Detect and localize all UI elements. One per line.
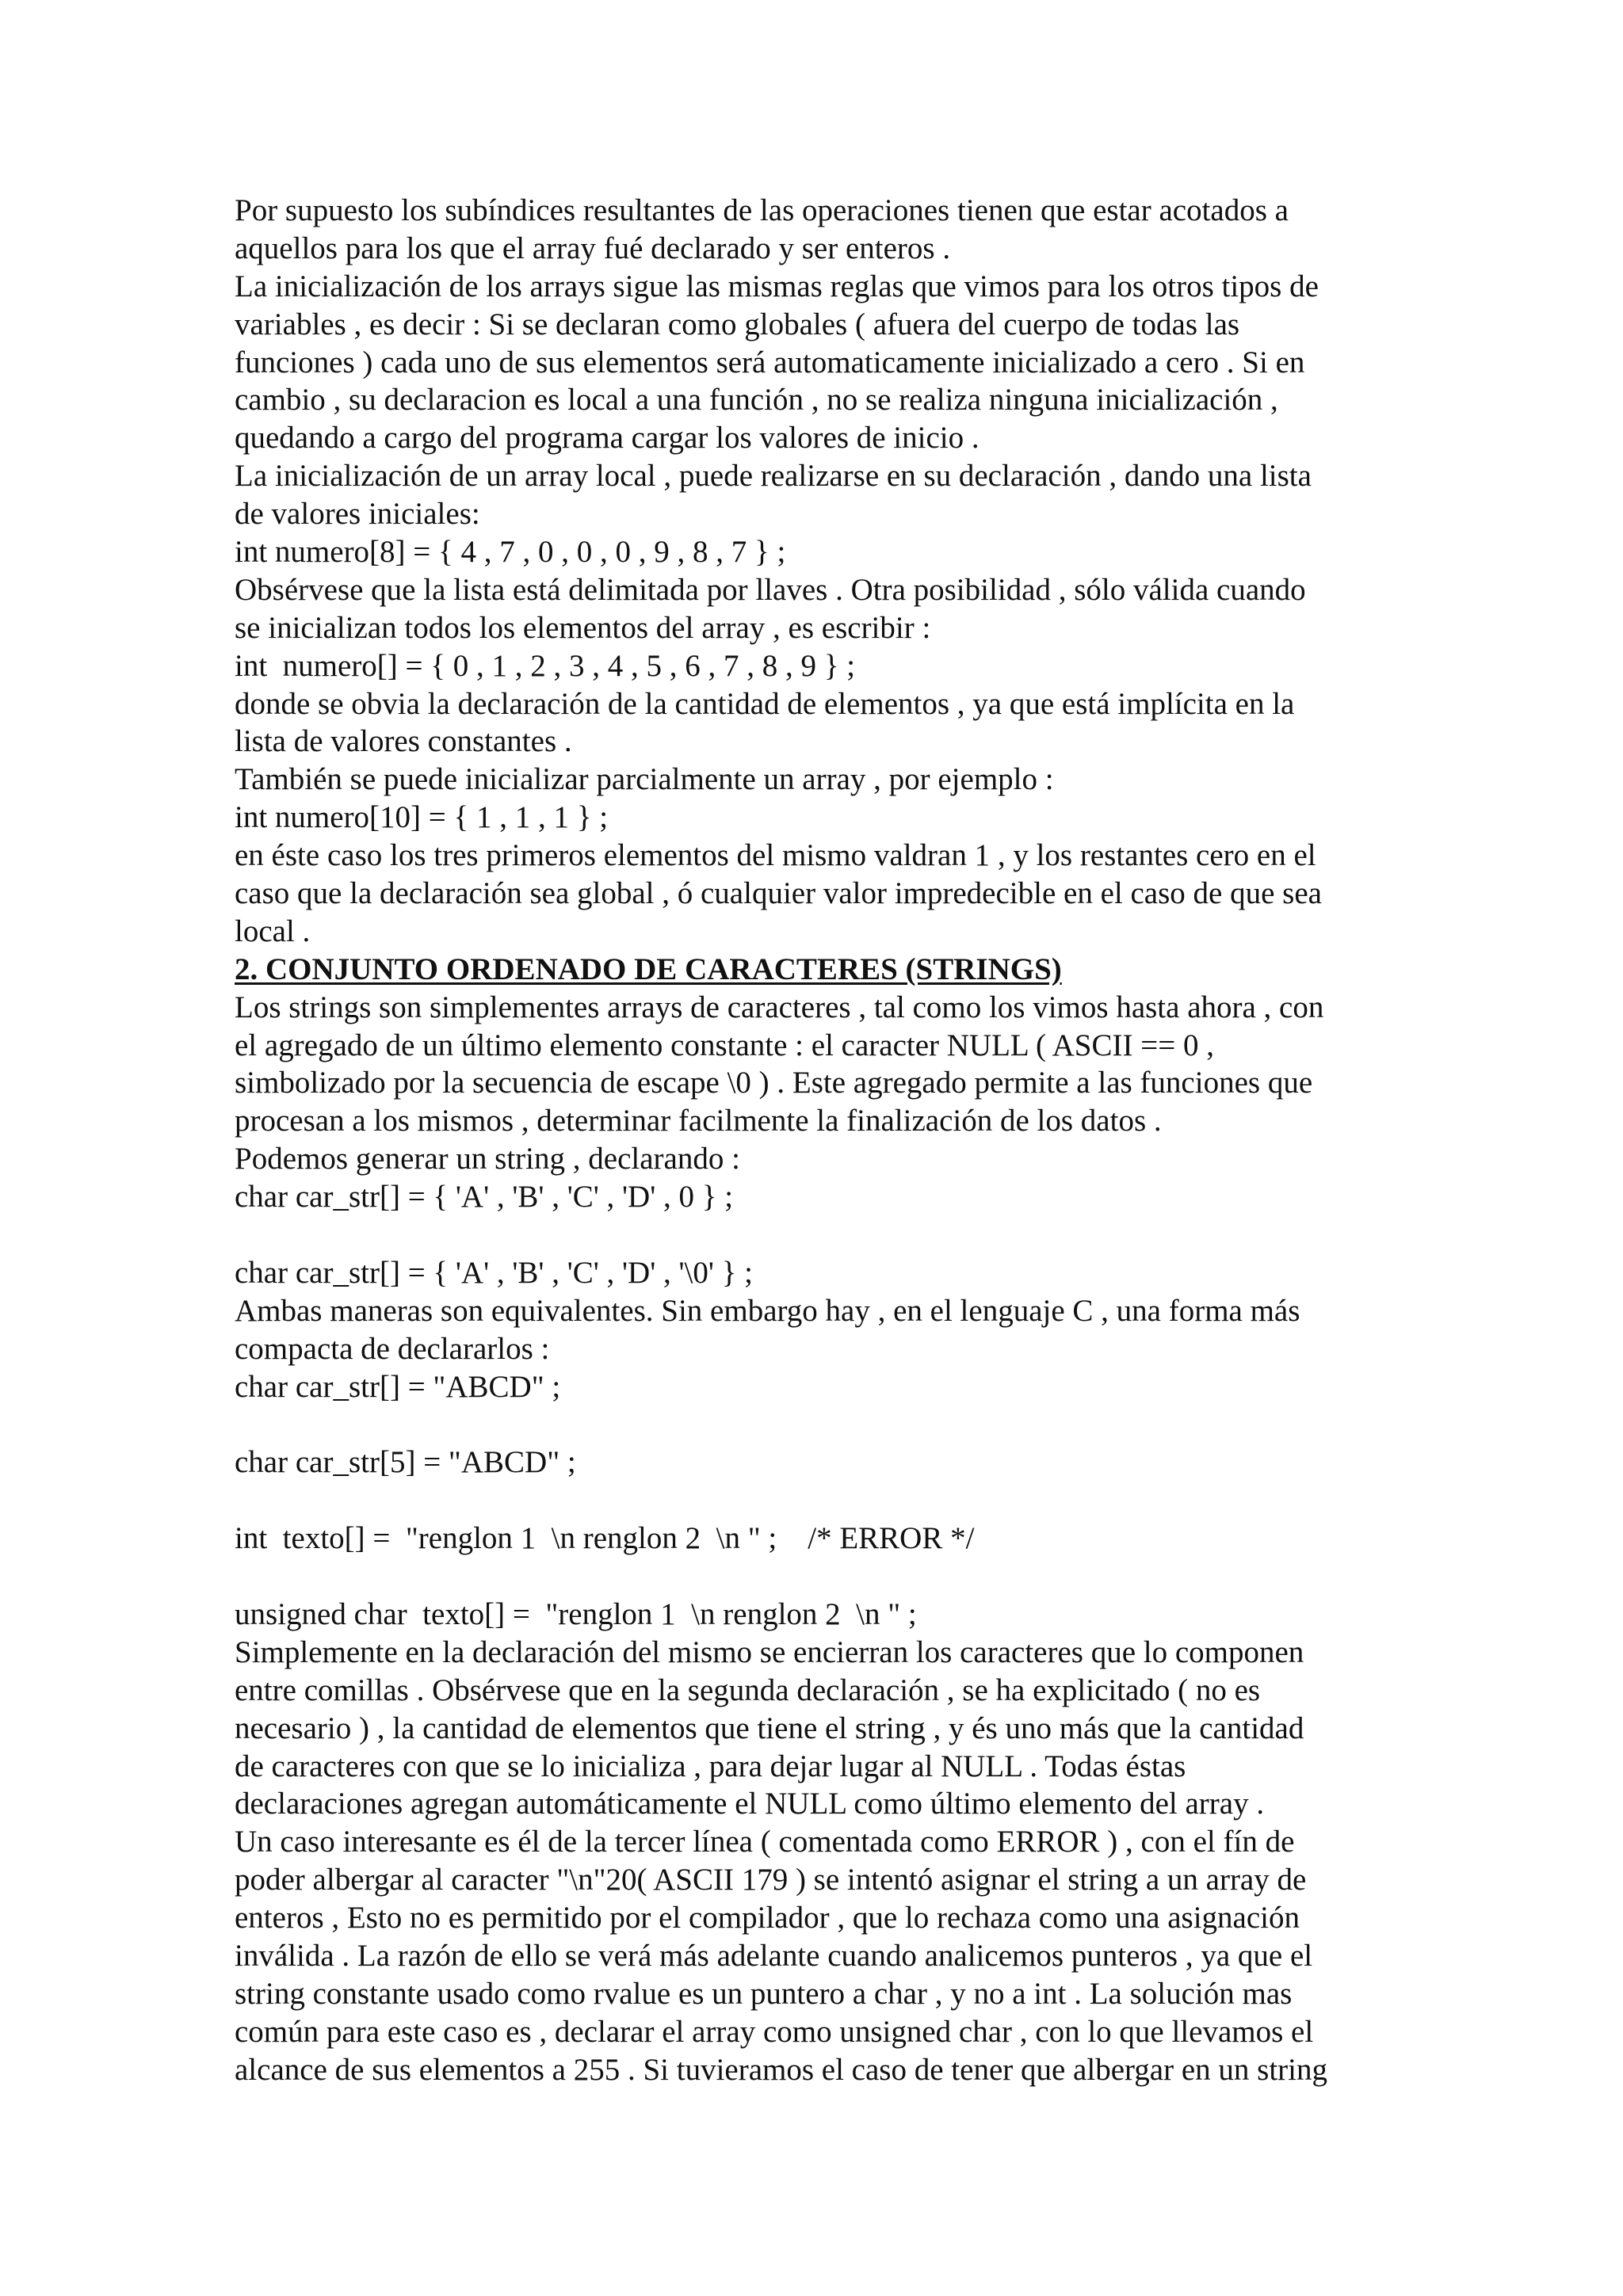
text-line: Obsérvese que la lista está delimitada por llaves . Otra posibilidad , sólo válida cuando <box>235 572 1306 607</box>
document-body <box>235 192 1423 2089</box>
text-line <box>235 1406 1423 1444</box>
text-line: Por supuesto los subíndices resultantes de las operaciones tienen que estar acotados a <box>235 193 1289 227</box>
text-line: char car_str[] = { 'A' , 'B' , 'C' , 'D' , 0 } ; <box>235 1180 734 1215</box>
text-line: el agregado de un último elemento constante : el caracter NULL ( ASCII == 0 , <box>235 1028 1214 1062</box>
text-line: char car_str[] = "ABCD" ; <box>235 1369 561 1404</box>
text-line <box>235 1482 1423 1520</box>
text-line: necesario ) , la cantidad de elementos que tiene el string , y és uno más que la cantidad <box>235 1711 1304 1745</box>
text-line: Podemos generar un string , declarando : <box>235 1142 740 1177</box>
text-line: unsigned char texto[] = "renglon 1 \n renglon 2 \n " ; <box>235 1596 917 1631</box>
text-line: alcance de sus elementos a 255 . Si tuvieramos el caso de tener que albergar en un string <box>235 2052 1327 2087</box>
text-line: quedando a cargo del programa cargar los valores de inicio . <box>235 421 980 456</box>
text-line: Los strings son simplementes arrays de caracteres , tal como los vimos hasta ahora , con <box>235 990 1324 1024</box>
section-heading: 2. CONJUNTO ORDENADO DE CARACTERES (STRINGS) <box>235 952 1062 986</box>
text-line: enteros , Esto no es permitido por el compilador , que lo rechaza como una asignación <box>235 1901 1300 1936</box>
text-line: local . <box>235 913 311 948</box>
text-line: se inicializan todos los elementos del array , es escribir : <box>235 610 931 645</box>
text-line <box>235 1558 1423 1596</box>
text-line: Ambas maneras son equivalentes. Sin embargo hay , en el lenguaje C , una forma más <box>235 1293 1300 1328</box>
text-line: funciones ) cada uno de sus elementos será automaticamente inicializado a cero . Si en <box>235 345 1305 379</box>
text-line: poder albergar al caracter "\n"20( ASCII 179 ) se intentó asignar el string a un array de <box>235 1863 1307 1897</box>
text-line: La inicialización de los arrays sigue las mismas reglas que vimos para los otros tipos de <box>235 269 1319 303</box>
text-line: compacta de declararlos : <box>235 1331 550 1366</box>
text-line: cambio , su declaracion es local a una función , no se realiza ninguna inicialización , <box>235 383 1278 418</box>
text-line: La inicialización de un array local , puede realizarse en su declaración , dando una lista <box>235 459 1312 494</box>
text-line: int numero[10] = { 1 , 1 , 1 } ; <box>235 800 609 835</box>
text-line: procesan a los mismos , determinar facilmente la finalización de los datos . <box>235 1104 1162 1138</box>
text-line: char car_str[] = { 'A' , 'B' , 'C' , 'D' , '\0' } ; <box>235 1255 753 1290</box>
text-line: caso que la declaración sea global , ó cualquier valor impredecible en el caso de que sea <box>235 876 1322 911</box>
text-line: de valores iniciales: <box>235 497 480 532</box>
text-line: en éste caso los tres primeros elementos del mismo valdran 1 , y los restantes cero en el <box>235 838 1316 873</box>
text-line: de caracteres con que se lo inicializa , para dejar lugar al NULL . Todas éstas <box>235 1749 1186 1783</box>
text-line: Simplemente en la declaración del mismo se encierran los caracteres que lo componen <box>235 1634 1304 1669</box>
text-line: inválida . La razón de ello se verá más adelante cuando analicemos punteros , ya que el <box>235 1938 1313 1973</box>
text-line: simbolizado por la secuencia de escape \0 ) . Este agregado permite a las funciones que <box>235 1066 1313 1100</box>
text-line: variables , es decir : Si se declaran como globales ( afuera del cuerpo de todas las <box>235 307 1240 341</box>
text-line: int numero[8] = { 4 , 7 , 0 , 0 , 0 , 9 , 8 , 7 } ; <box>235 535 786 570</box>
text-line: donde se obvia la declaración de la cantidad de elementos , ya que está implícita en la <box>235 686 1295 721</box>
text-line: Un caso interesante es él de la tercer línea ( comentada como ERROR ) , con el fín de <box>235 1825 1295 1859</box>
text-line: char car_str[5] = "ABCD" ; <box>235 1445 576 1480</box>
text-line: común para este caso es , declarar el array como unsigned char , con lo que llevamos el <box>235 2014 1314 2049</box>
text-line: entre comillas . Obsérvese que en la segunda declaración , se ha explicitado ( no es <box>235 1672 1261 1707</box>
text-line: int texto[] = "renglon 1 \n renglon 2 \n " ; /* ERROR */ <box>235 1521 975 1556</box>
text-line <box>235 1216 1423 1254</box>
text-line: aquellos para los que el array fué declarado y ser enteros . <box>235 231 951 265</box>
text-line: También se puede inicializar parcialmente un array , por ejemplo : <box>235 762 1054 797</box>
text-line: string constante usado como rvalue es un puntero a char , y no a int . La solución mas <box>235 1976 1293 2011</box>
text-line: int numero[] = { 0 , 1 , 2 , 3 , 4 , 5 , 6 , 7 , 8 , 9 } ; <box>235 648 856 683</box>
text-line: declaraciones agregan automáticamente el NULL como último elemento del array . <box>235 1787 1265 1821</box>
text-line: lista de valores constantes . <box>235 724 572 759</box>
